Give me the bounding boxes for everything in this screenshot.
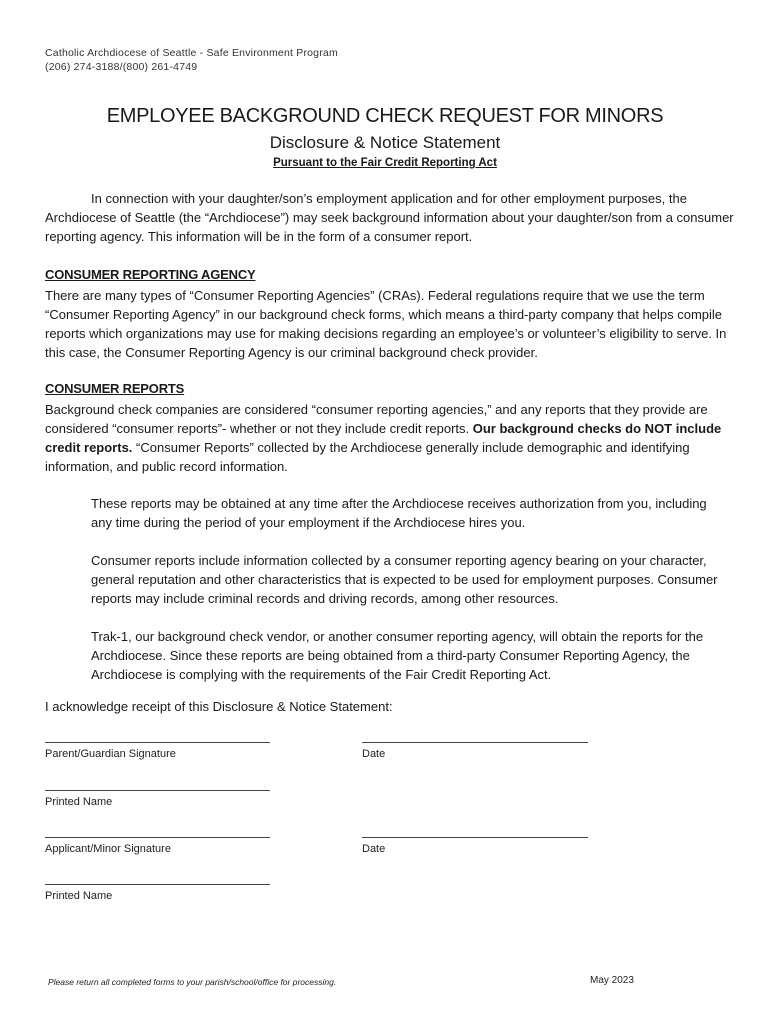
date-line-2[interactable] — [362, 837, 588, 838]
section-body-cra: There are many types of “Consumer Reporting Agencies” (CRAs). Federal regulations require that we use the term “Consumer Reporting Agency” in our background check forms, which means a third-party company that helps compile reports which organizations may use for making decisions regarding an employee’s or volunteer’s eligibility to serve. In this case, the Consumer Reporting Agency is our criminal background check provider. — [45, 288, 727, 360]
org-header — [45, 46, 338, 74]
section-body-reports — [45, 400, 735, 476]
org-name: Catholic Archdiocese of Seattle - Safe Environment Program — [45, 47, 338, 59]
section-heading-reports: CONSUMER REPORTS — [45, 381, 185, 396]
info-block-3: Trak-1, our background check vendor, or another consumer reporting agency, will obtain the reports for the Archdiocese. Since these reports are being obtained from a third-party Consumer Reporting Agency, the Archdiocese is complying with the requirements of the Fair Credit Reporting Act. — [91, 629, 704, 682]
section-heading-cra: CONSUMER REPORTING AGENCY — [45, 267, 256, 282]
printed-name-label-1: Printed Name — [45, 796, 113, 808]
printed-name-line-1[interactable] — [45, 790, 270, 791]
printed-name-label-2: Printed Name — [45, 890, 113, 902]
date-line-1[interactable] — [362, 742, 588, 743]
reports-text-2: “Consumer Reports” collected by the Archdiocese generally include demographic and identifying information, and public record information. — [45, 440, 690, 474]
acknowledge-text: I acknowledge receipt of this Disclosure & Notice Statement: — [45, 699, 393, 714]
document-subsubtitle: Pursuant to the Fair Credit Reporting Act — [273, 157, 497, 169]
applicant-signature-label: Applicant/Minor Signature — [45, 843, 171, 855]
document-subtitle: Disclosure & Notice Statement — [269, 133, 501, 152]
date-label-1: Date — [362, 748, 386, 760]
parent-signature-line[interactable] — [45, 742, 270, 743]
parent-signature-label: Parent/Guardian Signature — [45, 748, 176, 760]
printed-name-line-2[interactable] — [45, 884, 270, 885]
document-title: EMPLOYEE BACKGROUND CHECK REQUEST FOR MINORS — [106, 105, 664, 127]
intro-paragraph: In connection with your daughter/son’s employment application and for other employment purposes, the Archdiocese of Seattle (the “Archdiocese”) may seek background information about your daughter/son from a consumer reporting agency. This information will be in the form of a consumer report. — [45, 191, 734, 244]
org-phone: (206) 274-3188/(800) 261-4749 — [45, 61, 198, 73]
info-block-1: These reports may be obtained at any time after the Archdiocese receives authorization from you, including any time during the period of your employment if the Archdiocese hires you. — [91, 496, 707, 530]
footer-date: May 2023 — [590, 975, 634, 986]
date-label-2: Date — [362, 843, 386, 855]
reports-text-1: Background check companies are considered “consumer reporting agencies,” and any reports that they provide are considered “consumer reports”- whether or not they include credit reports. — [45, 402, 708, 436]
info-block-2: Consumer reports include information collected by a consumer reporting agency bearing on your character, general reputation and other characteristics that is expected to be used for employment purposes. Consumer reports may include criminal records and driving records, among other resources. — [91, 553, 718, 606]
applicant-signature-line[interactable] — [45, 837, 270, 838]
reports-text-bold: Our background checks do NOT include credit reports. — [45, 421, 722, 455]
footer-note: Please return all completed forms to your parish/school/office for processing. — [48, 977, 337, 987]
